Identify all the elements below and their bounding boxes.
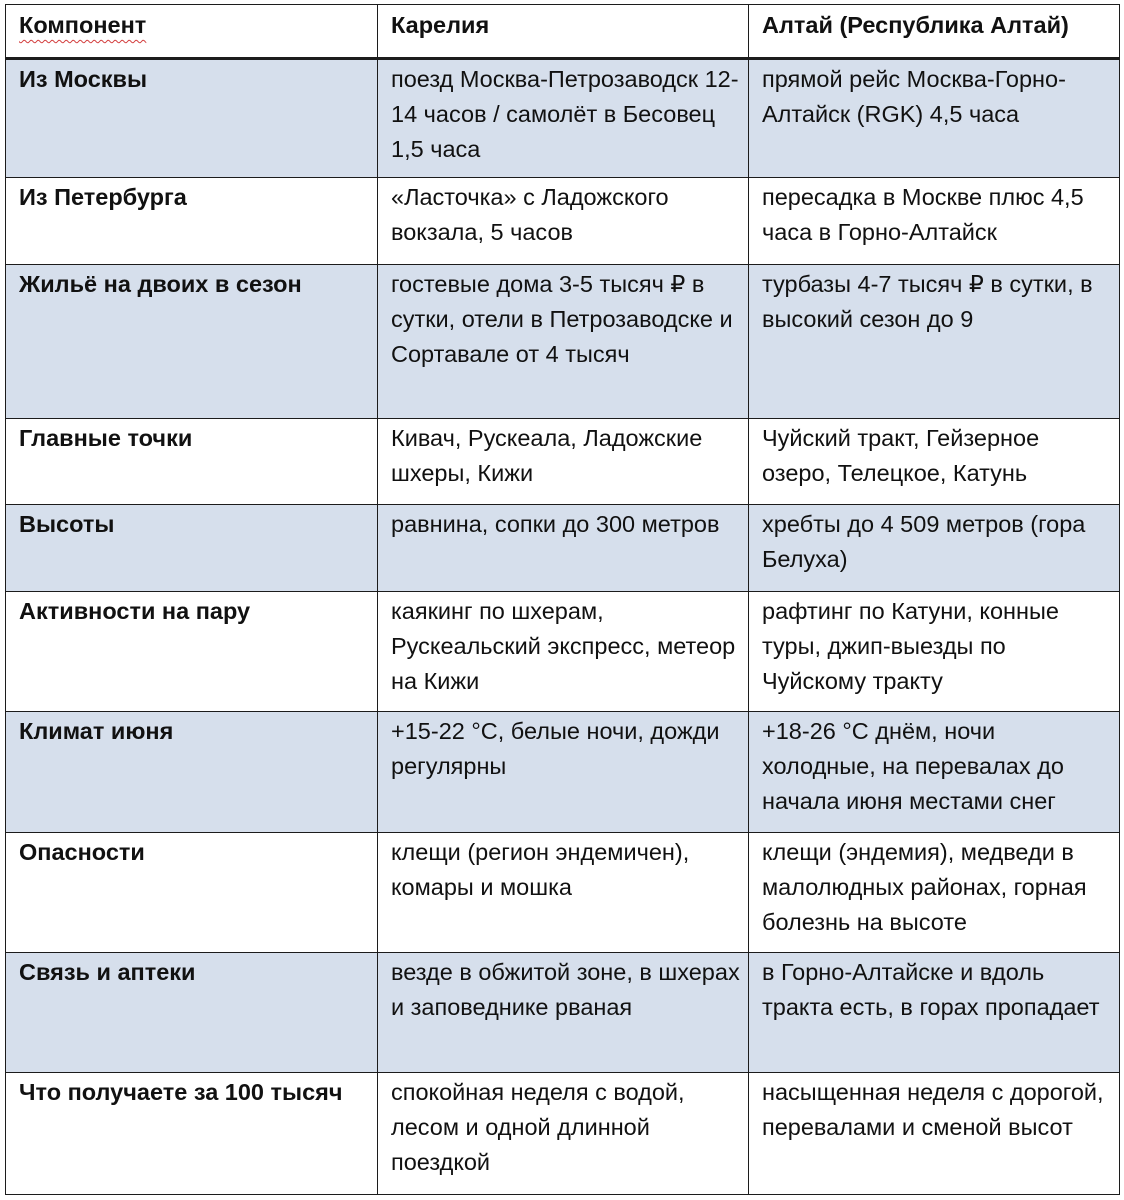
cell-altai[interactable]: хребты до 4 509 метров (гора Белуха) [749, 505, 1120, 592]
table-row [6, 1073, 1120, 1195]
cell-karelia[interactable]: поезд Москва-Петрозаводск 12-14 часов / самолёт в Бесовец 1,5 часа [378, 59, 749, 178]
cell-karelia[interactable]: равнина, сопки до 300 метров [378, 505, 749, 592]
cell-altai[interactable]: рафтинг по Катуни, конные туры, джип-выезды по Чуйскому тракту [749, 592, 1120, 712]
header-karelia[interactable]: Карелия [378, 5, 749, 59]
table-row [6, 505, 1120, 592]
comparison-table [5, 4, 1120, 1195]
cell-altai[interactable]: прямой рейс Москва-Горно-Алтайск (RGK) 4,5 часа [749, 59, 1120, 178]
table-row [6, 178, 1120, 265]
table-row [6, 419, 1120, 505]
row-label[interactable]: Жильё на двоих в сезон [6, 265, 378, 419]
row-label[interactable]: Климат июня [6, 712, 378, 833]
header-component-text: Компонент [19, 12, 147, 38]
cell-altai[interactable]: насыщенная неделя с дорогой, перевалами и сменой высот [749, 1073, 1120, 1195]
cell-altai[interactable]: в Горно-Алтайске и вдоль тракта есть, в горах пропадает [749, 953, 1120, 1073]
row-label[interactable]: Высоты [6, 505, 378, 592]
cell-karelia[interactable]: каякинг по шхерам, Рускеальский экспресс, метеор на Кижи [378, 592, 749, 712]
table-row [6, 592, 1120, 712]
table-row [6, 953, 1120, 1073]
row-label[interactable]: Опасности [6, 833, 378, 953]
cell-karelia[interactable]: везде в обжитой зоне, в шхерах и заповеднике рваная [378, 953, 749, 1073]
cell-altai[interactable]: турбазы 4-7 тысяч ₽ в сутки, в высокий сезон до 9 [749, 265, 1120, 419]
row-label[interactable]: Активности на пару [6, 592, 378, 712]
table-row [6, 712, 1120, 833]
header-row [6, 5, 1120, 59]
cell-karelia[interactable]: гостевые дома 3-5 тысяч ₽ в сутки, отели в Петрозаводске и Сортавале от 4 тысяч [378, 265, 749, 419]
row-label[interactable]: Что получаете за 100 тысяч [6, 1073, 378, 1195]
header-altai[interactable]: Алтай (Республика Алтай) [749, 5, 1120, 59]
row-label[interactable]: Связь и аптеки [6, 953, 378, 1073]
cell-karelia[interactable]: спокойная неделя с водой, лесом и одной длинной поездкой [378, 1073, 749, 1195]
table-row [6, 833, 1120, 953]
cell-altai[interactable]: +18-26 °C днём, ночи холодные, на перевалах до начала июня местами снег [749, 712, 1120, 833]
cell-altai[interactable]: пересадка в Москве плюс 4,5 часа в Горно-Алтайск [749, 178, 1120, 265]
row-label[interactable]: Главные точки [6, 419, 378, 505]
cell-karelia[interactable]: «Ласточка» с Ладожского вокзала, 5 часов [378, 178, 749, 265]
header-component[interactable] [6, 5, 378, 59]
cell-karelia[interactable]: клещи (регион эндемичен), комары и мошка [378, 833, 749, 953]
row-label[interactable]: Из Москвы [6, 59, 378, 178]
cell-karelia[interactable]: Кивач, Рускеала, Ладожские шхеры, Кижи [378, 419, 749, 505]
cell-altai[interactable]: Чуйский тракт, Гейзерное озеро, Телецкое, Катунь [749, 419, 1120, 505]
table-row [6, 59, 1120, 178]
row-label[interactable]: Из Петербурга [6, 178, 378, 265]
cell-altai[interactable]: клещи (эндемия), медведи в малолюдных районах, горная болезнь на высоте [749, 833, 1120, 953]
table-row [6, 265, 1120, 419]
cell-karelia[interactable]: +15-22 °C, белые ночи, дожди регулярны [378, 712, 749, 833]
